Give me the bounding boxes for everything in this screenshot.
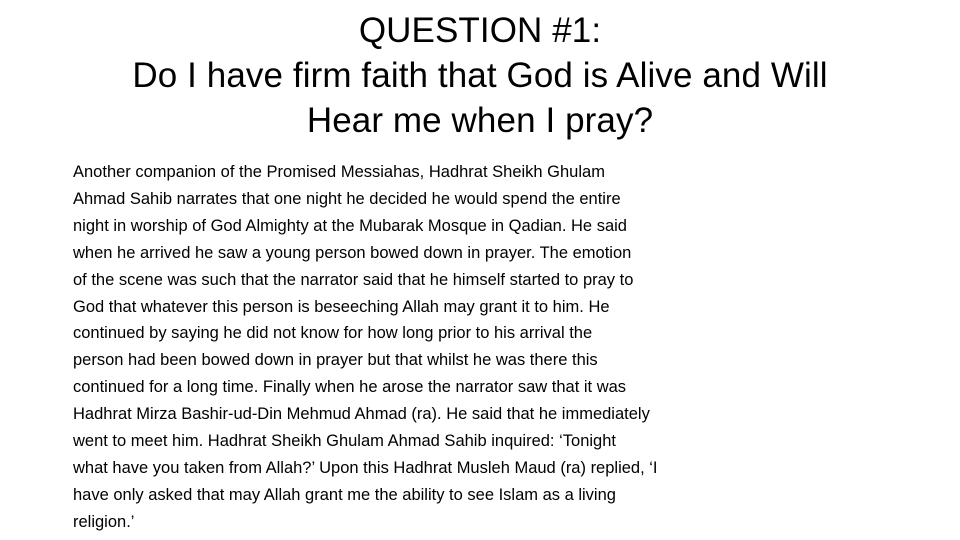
body-line: Hadhrat Mirza Bashir-ud-Din Mehmud Ahmad (ra). He said that he immediately <box>73 405 650 424</box>
body-line: God that whatever this person is beseeching Allah may grant it to him. He <box>73 297 610 316</box>
body-line: continued by saying he did not know for how long prior to his arrival the <box>73 324 593 343</box>
body-line: of the scene was such that the narrator said that he himself started to pray to <box>73 270 634 289</box>
title-line: Hear me when I pray? <box>306 101 654 140</box>
body-line: continued for a long time. Finally when he arose the narrator saw that it was <box>73 378 627 397</box>
title-line: Do I have firm faith that God is Alive and Will <box>132 56 828 95</box>
body-line: went to meet him. Hadhrat Sheikh Ghulam Ahmad Sahib inquired: ‘Tonight <box>73 432 616 451</box>
body-line: person had been bowed down in prayer but that whilst he was there this <box>73 351 598 370</box>
body-line: what have you taken from Allah?’ Upon this Hadhrat Musleh Maud (ra) replied, ‘I <box>73 458 658 477</box>
body-line: Ahmad Sahib narrates that one night he decided he would spend the entire <box>73 189 621 208</box>
body-line: religion.’ <box>73 512 135 531</box>
body-line: when he arrived he saw a young person bowed down in prayer. The emotion <box>73 243 632 262</box>
body-line: night in worship of God Almighty at the Mubarak Mosque in Qadian. He said <box>73 216 627 235</box>
body-line: have only asked that may Allah grant me the ability to see Islam as a living <box>73 485 616 504</box>
body-line: Another companion of the Promised Messiahas, Hadhrat Sheikh Ghulam <box>73 163 605 181</box>
slide-title <box>40 8 920 143</box>
slide-body-text <box>73 159 753 536</box>
title-line: QUESTION #1: <box>358 11 602 50</box>
